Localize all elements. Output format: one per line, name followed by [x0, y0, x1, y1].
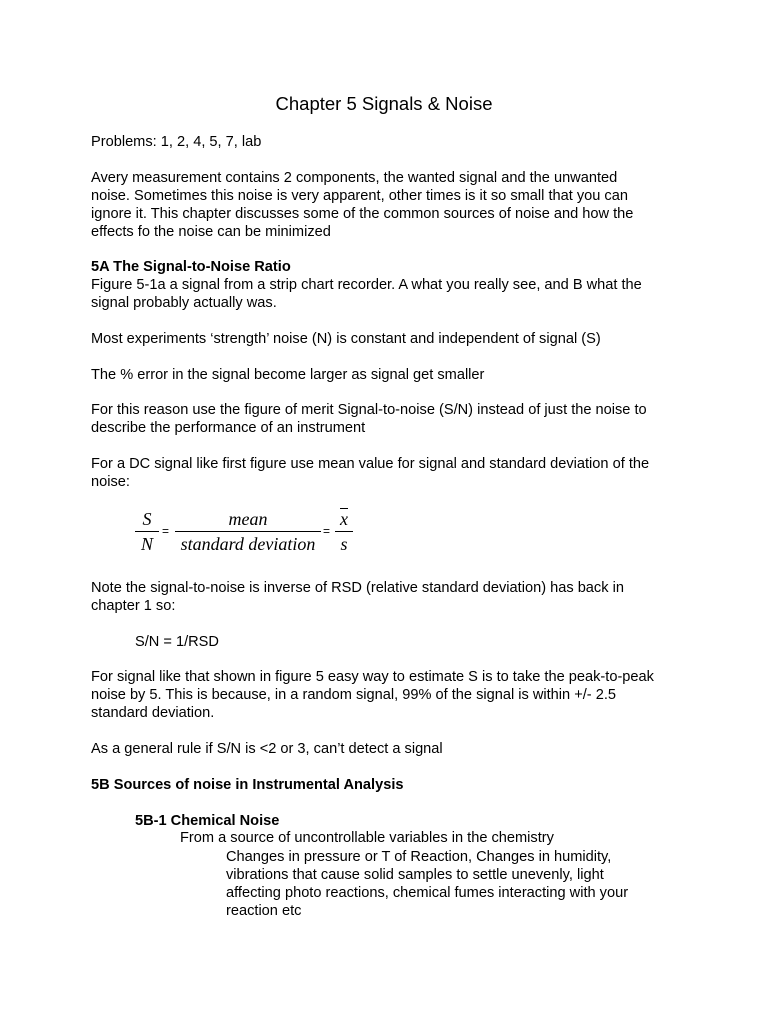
dc-signal-paragraph — [91, 455, 691, 491]
peak-to-peak-paragraph — [91, 668, 691, 722]
page-title: Chapter 5 Signals & Noise — [275, 93, 493, 114]
chemical-noise-heading: 5B-1 Chemical Noise — [135, 813, 280, 829]
example-line: vibrations that cause solid samples to settle unevenly, light — [226, 867, 604, 883]
paragraph-line: For a DC signal like first figure use mean value for signal and standard deviation of the — [91, 456, 650, 472]
intro-line: effects fo the noise can be minimized — [91, 224, 331, 240]
sn-fraction — [135, 508, 159, 555]
paragraph-line: standard deviation. — [91, 705, 215, 721]
lhs-denominator: N — [140, 534, 153, 554]
paragraph-line: For signal like that shown in figure 5 easy way to estimate S is to take the peak-to-peak — [91, 669, 654, 685]
general-rule-paragraph: As a general rule if S/N is <2 or 3, can’t detect a signal — [91, 741, 443, 757]
figure-of-merit-paragraph — [91, 401, 691, 437]
chemical-noise-text: From a source of uncontrollable variables in the chemistry — [180, 830, 554, 846]
mean-over-sd-fraction — [175, 508, 321, 555]
intro-line: ignore it. This chapter discusses some of the common sources of noise and how the — [91, 206, 634, 222]
paragraph-line: noise by 5. This is because, in a random signal, 99% of the signal is within +/- 2.5 — [91, 687, 616, 703]
figure-line: Figure 5-1a a signal from a strip chart recorder. A what you really see, and B what the — [91, 277, 642, 293]
paragraph-line: noise: — [91, 474, 130, 490]
mid-numerator: mean — [228, 509, 268, 529]
intro-paragraph — [91, 169, 691, 241]
xbar-over-s-fraction — [335, 508, 353, 555]
example-line: Changes in pressure or T of Reaction, Changes in humidity, — [226, 849, 612, 865]
rsd-paragraph — [91, 579, 691, 615]
figure-description — [91, 276, 691, 312]
intro-line: noise. Sometimes this noise is very apparent, other times is it so small that you can — [91, 188, 628, 204]
paragraph-line: Note the signal-to-noise is inverse of RSD (relative standard deviation) has back in — [91, 580, 624, 596]
rhs-numerator: $\overline{x}$ — [340, 509, 348, 529]
paragraph-line: describe the performance of an instrument — [91, 420, 366, 436]
example-line: affecting photo reactions, chemical fumes interacting with your — [226, 885, 629, 901]
noise-constant-paragraph: Most experiments ‘strength’ noise (N) is constant and independent of signal (S) — [91, 331, 601, 347]
paragraph-line: For this reason use the figure of merit Signal-to-noise (S/N) instead of just the noise to — [91, 402, 647, 418]
section-5a-heading: 5A The Signal-to-Noise Ratio — [91, 259, 291, 275]
intro-line: Avery measurement contains 2 components, the wanted signal and the unwanted — [91, 170, 618, 186]
equals-sign: = — [323, 524, 331, 538]
section-5b-heading: 5B Sources of noise in Instrumental Analysis — [91, 777, 404, 793]
paragraph-line: chapter 1 so: — [91, 598, 176, 614]
error-paragraph: The % error in the signal become larger as signal get smaller — [91, 367, 485, 383]
chemical-noise-examples — [226, 848, 686, 920]
example-line: reaction etc — [226, 903, 302, 919]
lhs-numerator: S — [142, 509, 152, 529]
sn-equation — [135, 508, 375, 560]
equals-sign: = — [162, 524, 170, 538]
problems-line: Problems: 1, 2, 4, 5, 7, lab — [91, 134, 262, 150]
figure-line: signal probably actually was. — [91, 295, 277, 311]
mid-denominator: standard deviation — [180, 534, 316, 554]
rhs-denominator: s — [340, 534, 348, 554]
sn-rsd-formula: S/N = 1/RSD — [135, 634, 219, 650]
